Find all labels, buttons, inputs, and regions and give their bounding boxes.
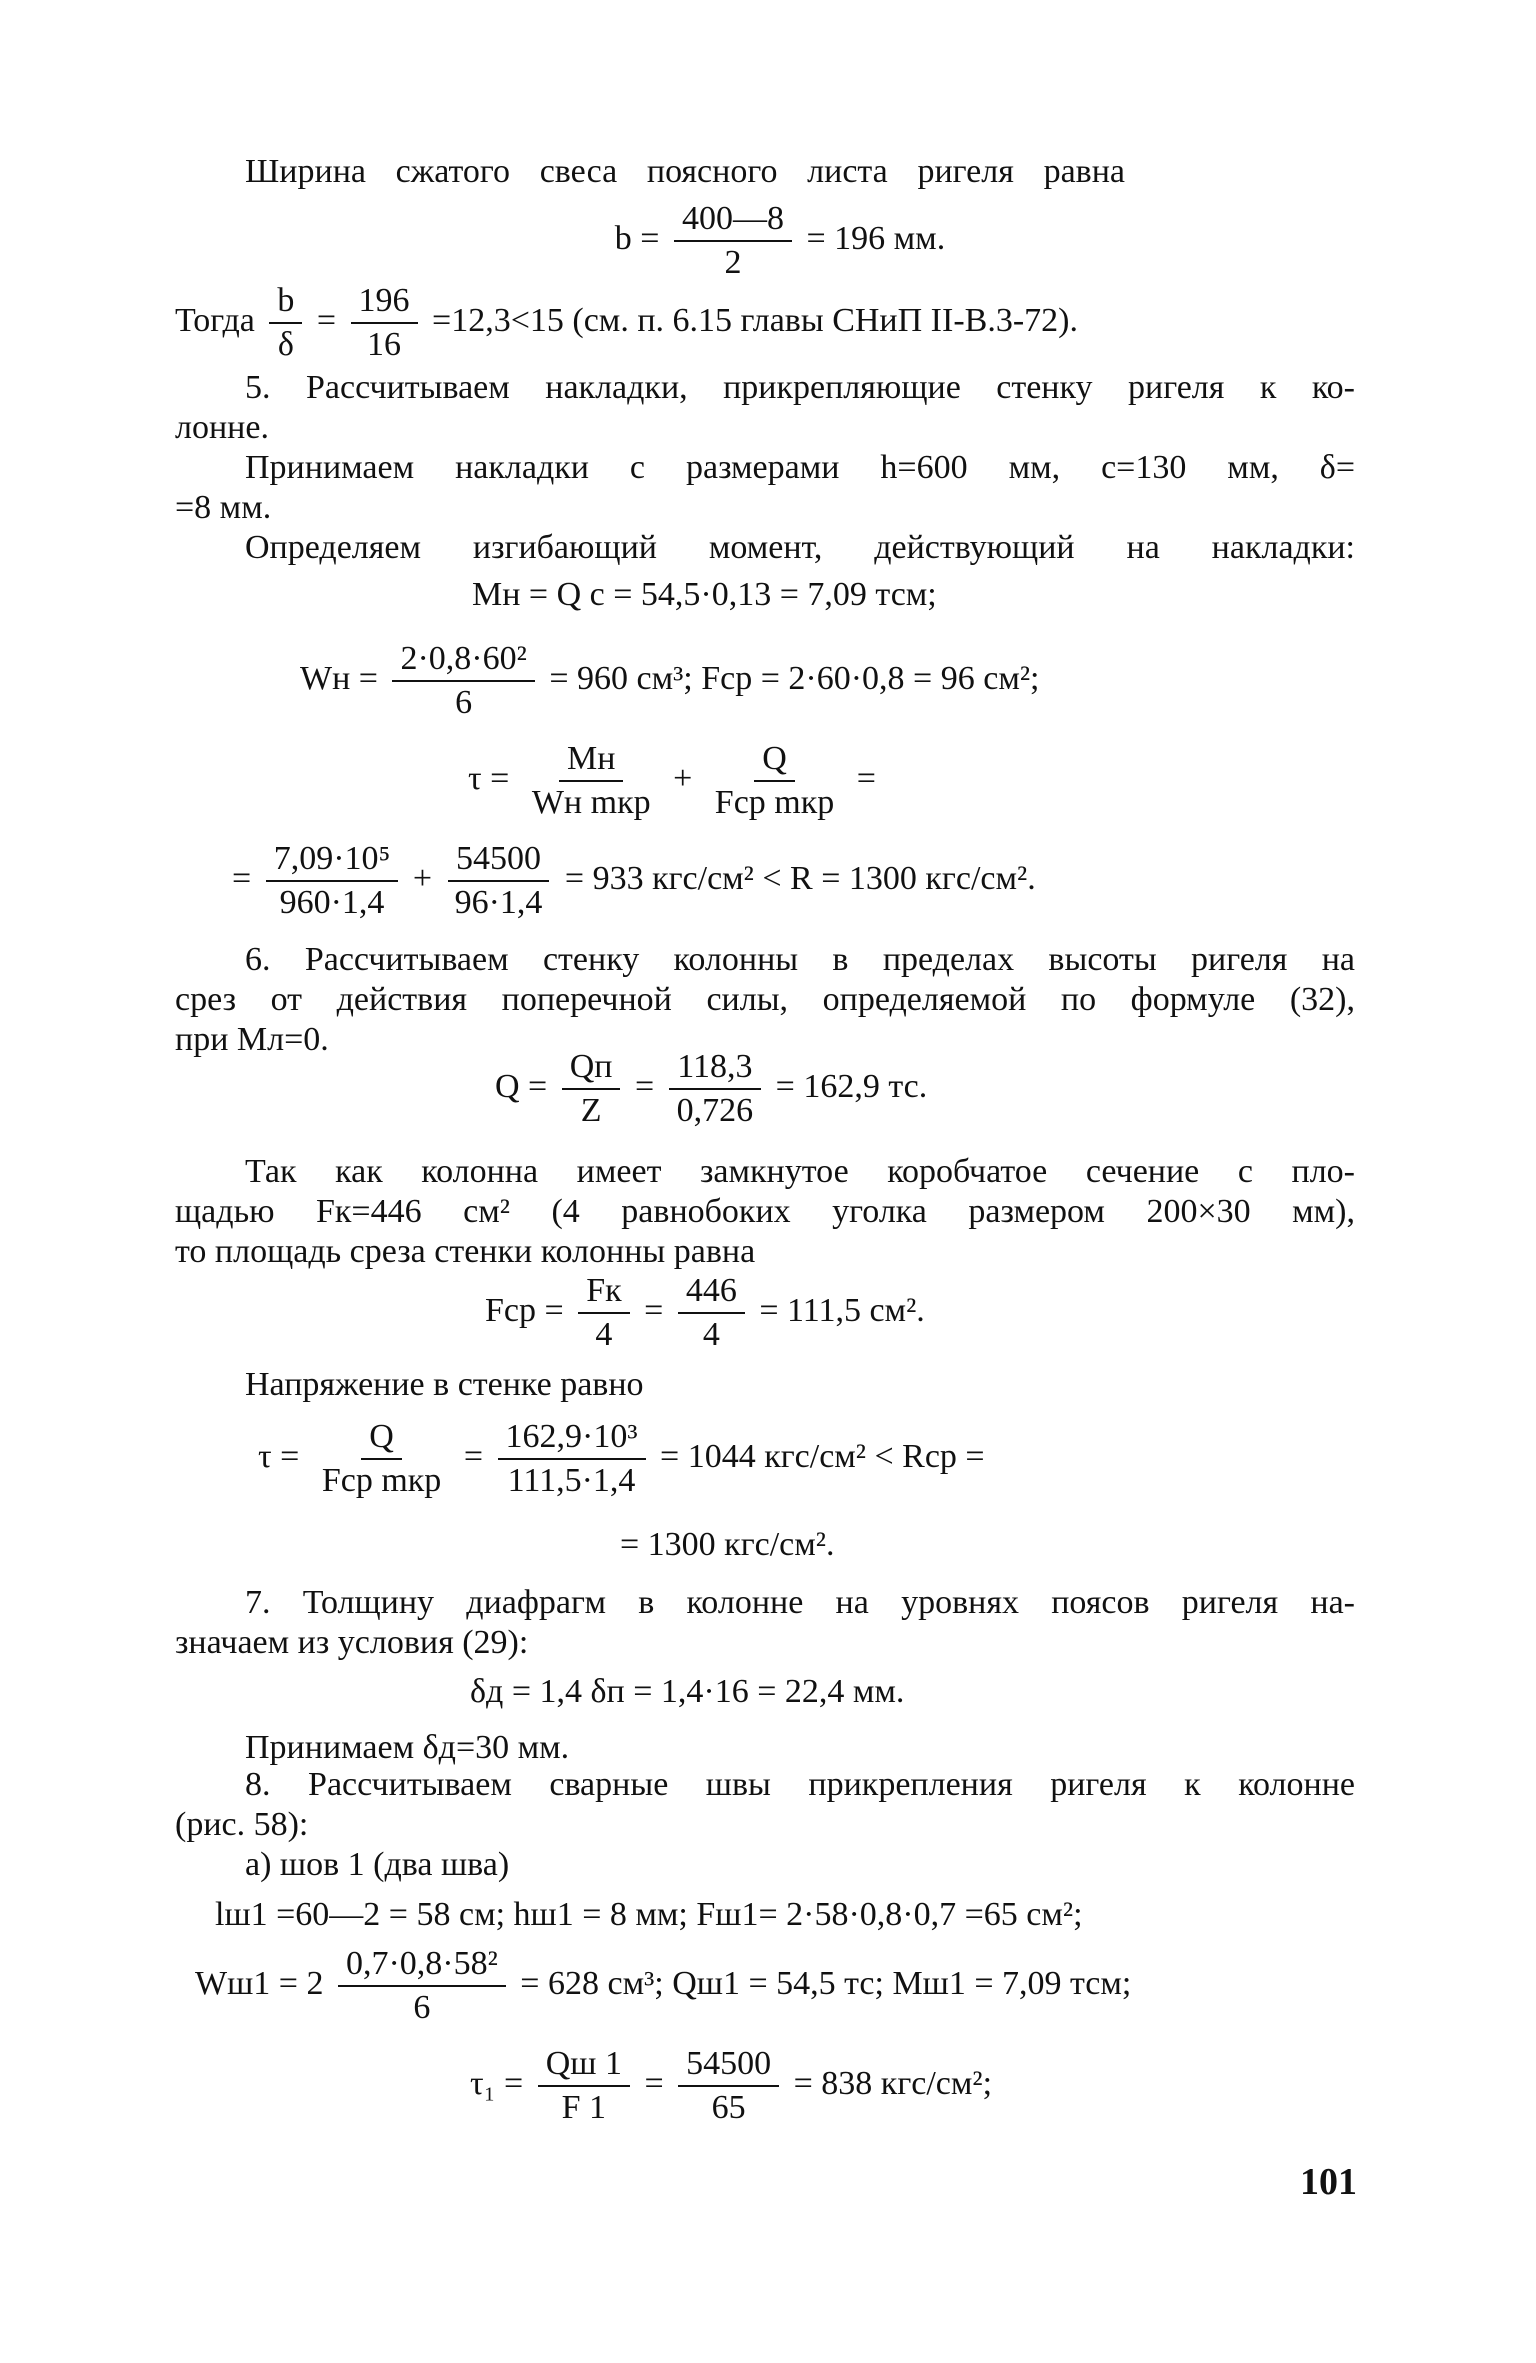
eq-tau-fraction-2: Q Fср mкр (714, 740, 835, 821)
eq-tau2-fraction-1: $\frac{\text{7,09·10⁵}}{960\cdot 1,4}$ (266, 840, 399, 922)
text-line-5: лонне. (175, 409, 269, 446)
eq-q-fraction-1: Qп Z (562, 1048, 621, 1130)
equation-tau-1: τ₁ = Qш 1 F 1 = $\frac{54500}{65}$ = 838 кгс/см²; (470, 2045, 993, 2126)
eq-fcp-fraction-2: $\frac{446}{4}$ (678, 1272, 745, 1354)
text-line-22: то площадь среза стенки колонны равна (175, 1233, 756, 1270)
equation-b (500, 200, 1060, 282)
equation-diaphragm: δд = 1,4 δп = 1,4·16 = 22,4 мм. (470, 1673, 905, 1710)
eq-b-rhs: = 196 мм. (806, 219, 946, 257)
eq-q-fraction-2: $\frac{118,3}{0,726}$ (669, 1048, 762, 1130)
equation-w: Wн = $\frac{\text{2·0,8·60²}}{6}$ = 960 см³; Fср = 2·60·0,8 = 96 см²; (300, 640, 1040, 721)
equation-tau-2: = $\frac{\text{7,09·10⁵}}{960\cdot 1,4}$ + $\frac{54500}{96\cdot 1,4}$ = 933 кгс/см² < R = 1300 кгс/см². (232, 840, 1036, 921)
text-line-24: Напряжение в стенке равно (245, 1366, 644, 1403)
page-number: 101 (1300, 2161, 1357, 2203)
text-line-8: Определяем изгибающий момент, действующий на накладки: (245, 529, 1355, 566)
togda-prefix: Тогда (175, 301, 255, 339)
eq-b-fraction: $\frac{400—8}{2}$ (674, 200, 792, 282)
text-line-4: 5. Рассчитываем накладки, прикрепляющие стенку ригеля к ко- (245, 369, 1355, 406)
togda-fraction-1: $\frac{b}{\delta}$ (269, 282, 302, 364)
text-line-30: Принимаем δд=30 мм. (245, 1729, 570, 1766)
text-line-27: 7. Толщину диафрагм в колонне на уровнях поясов ригеля на- (245, 1584, 1355, 1621)
text-line-20: Так как колонна имеет замкнутое коробчатое сечение с пло- (245, 1153, 1355, 1190)
text-line-1: Ширина сжатого свеса поясного листа ригеля равна (245, 153, 1125, 190)
togda-fraction-2: $\frac{196}{16}$ (351, 282, 418, 364)
eq-w-fraction: $\frac{\text{2·0,8·60²}}{6}$ (392, 640, 534, 722)
text-line-21: щадью Fк=446 см² (4 равнобоких уголка размером 200×30 мм), (175, 1193, 1355, 1230)
equation-wsh: Wш1 = 2 $\frac{\text{0,7·0,8·58²}}{6}$ = 628 см³; Qш1 = 54,5 тс; Mш1 = 7,09 тсм; (195, 1945, 1132, 2026)
eq-b-lhs: b = (614, 219, 660, 257)
text-line-33: а) шов 1 (два шва) (245, 1846, 510, 1883)
eq-tau3-fraction-1: Q Fср mкр (321, 1418, 442, 1499)
text-line-31: 8. Рассчитываем сварные швы прикрепления ригеля к колонне (245, 1766, 1355, 1803)
eq-tau1-fraction-2: $\frac{54500}{65}$ (678, 2045, 779, 2127)
eq-tau2-fraction-2: $\frac{54500}{96\cdot 1,4}$ (447, 840, 551, 922)
text-line-16: 6. Рассчитываем стенку колонны в пределах высоты ригеля на (245, 941, 1355, 978)
togda-suffix: =12,3<15 (см. п. 6.15 главы СНиП II-В.3-72). (432, 301, 1078, 339)
text-line-7: =8 мм. (175, 489, 272, 526)
equation-tau-3-cont: = 1300 кгс/см². (620, 1526, 835, 1563)
text-line-32: (рис. 58): (175, 1806, 309, 1843)
text-line-18: при Mл=0. (175, 1021, 329, 1058)
eq-tau-fraction-1: Mн Wн mкр (531, 740, 651, 821)
eq-fcp-fraction-1: Fк 4 (578, 1272, 629, 1354)
text-line-28: значаем из условия (29): (175, 1624, 529, 1661)
equation-togda: Тогда $\frac{b}{\delta}$ = $\frac{196}{16}$ =12,3<15 (см. п. 6.15 главы СНиП II-В.3-72). (175, 282, 1078, 363)
equation-weld-1: lш1 =60—2 = 58 см; hш1 = 8 мм; Fш1= 2·58·0,8·0,7 =65 см²; (215, 1896, 1083, 1933)
eq-wsh-fraction: $\frac{\text{0,7·0,8·58²}}{6}$ (338, 1945, 506, 2027)
text-line-17: срез от действия поперечной силы, определяемой по формуле (32), (175, 981, 1355, 1018)
equation-moment: Mн = Q c = 54,5·0,13 = 7,09 тсм; (472, 576, 937, 613)
equation-tau: τ = Mн Wн mкр + Q Fср mкр = (468, 740, 876, 821)
equation-tau-3: τ = Q Fср mкр = $\frac{\text{162,9·10³}}{111,5\cdot 1,4}$ = 1044 кгс/см² < Rср = (258, 1418, 985, 1499)
text-line-6: Принимаем накладки с размерами h=600 мм, c=130 мм, δ= (245, 449, 1355, 486)
eq-tau1-fraction-1: Qш 1 F 1 (538, 2045, 630, 2127)
equation-fcp: Fср = Fк 4 = $\frac{446}{4}$ = 111,5 см². (485, 1272, 925, 1353)
eq-tau3-fraction-2: $\frac{\text{162,9·10³}}{111,5\cdot 1,4}$ (498, 1418, 646, 1500)
equation-q: Q = Qп Z = $\frac{118,3}{0,726}$ = 162,9 тс. (495, 1048, 928, 1129)
